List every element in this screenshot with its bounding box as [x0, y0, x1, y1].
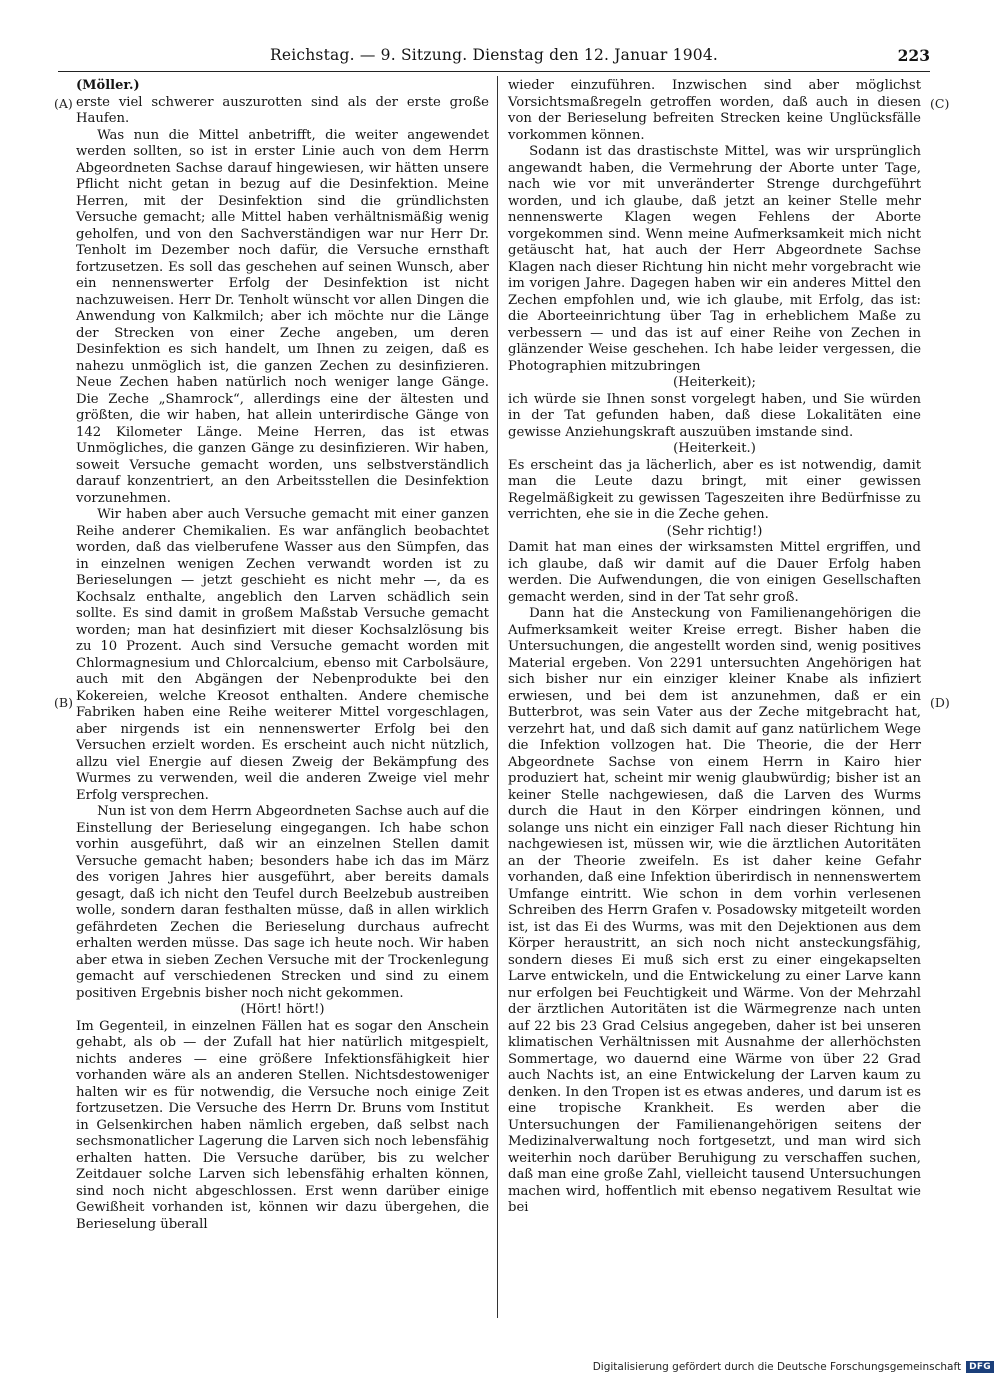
paragraph: Im Gegenteil, in einzelnen Fällen hat es sogar den Anschein gehabt, als ob — der Zufall hat hier natürlich mitgespielt, nichts anderes — eine größere Infektionsfähigkeit hier vorhanden wäre als an anderen Stellen. Nichtsdestoweniger halten wir es für notwendig, die Versuche noch einige Zeit fortzusetzen. Die Versuche des Herrn Dr. Bruns vom Institut in Gelsenkirchen haben nämlich ergeben, daß selbst nach sechsmonatlicher Lagerung die Larven sich noch lebensfähig erhalten hatten. Die Versuche darüber, bis zu welcher Zeitdauer solche Larven sich lebensfähig erhalten können, sind noch nicht abgeschlossen. Erst wenn darüber einige Gewißheit vorhanden ist, können wir dazu übergehen, die Berieselung überall [76, 1018, 489, 1232]
paragraph: wieder einzuführen. Inzwischen sind aber möglichst Vorsichtsmaßregeln getroffen worden, daß auch in diesen von der Berieselung befreiten Strecken keine Unglücksfälle vorkommen können. [508, 78, 921, 143]
header-rule [58, 71, 930, 72]
footer-credit: Digitalisierung gefördert durch die Deutsche Forschungsgemeinschaft [592, 1361, 962, 1373]
digitization-footer [593, 1361, 994, 1373]
margin-marker-a: (A) [54, 96, 73, 111]
page-header [58, 46, 930, 72]
paragraph: Damit hat man eines der wirksamsten Mittel ergriffen, und ich glaube, daß wir damit auf die Dauer Erfolg haben werden. Die Aufwendungen, die von einigen Gesellschaften gemacht werden, sind in der Tat sehr groß. [508, 540, 921, 605]
paragraph: Wir haben aber auch Versuche gemacht mit einer ganzen Reihe anderer Chemikalien. Es war anfänglich beobachtet worden, daß das vielberufene Wasser aus den Sümpfen, das in einzelnen wenigen Zechen verwandt worden ist zu Berieselungen — jetzt geschieht es nicht mehr —, da es Kochsalz enthalte, angeblich den Larven schädlich sein sollte. Es sind damit in großem Maßstab Versuche gemacht worden; man hat desinfiziert mit dieser Kochsalzlösung bis zu 10 Prozent. Auch sind Versuche gemacht worden mit Chlormagnesium und Chlorcalcium, ebenso mit Carbolsäure, auch mit den Abgängen der Nebenprodukte bei den Kokereien, welche Kreosot enthalten. Andere chemische Fabriken haben eine Reihe weiterer Mittel vorgeschlagen, aber nirgends ist ein nennenswerter Erfolg bei den Versuchen erzielt worden. Es erscheint auch nicht nützlich, allzu viel Energie auf diesen Zweig der Bekämpfung des Wurmes zu verwenden, weil die anderen Zweige viel mehr Erfolg versprechen. [76, 507, 489, 803]
interjection: (Heiterkeit.) [673, 441, 756, 456]
margin-marker-c: (C) [930, 96, 950, 111]
interjection: (Hört! hört!) [240, 1002, 325, 1017]
interjection: (Sehr richtig!) [666, 523, 763, 539]
paragraph: Was nun die Mittel anbetrifft, die weiter angewendet werden sollten, so ist in erster Linie auch von dem Herrn Abgeordneten Sachse darauf hingewiesen, wir hätten unsere Pflicht nicht getan in bezug auf die Desinfektion. Meine Herren, mit der Desinfektion sind die gründlichsten Versuche gemacht; alle Mittel haben verhältnismäßig wenig geholfen, und von den Sachverständigen war nur Herr Dr. Tenholt im Dezember noch dafür, die Versuche ernsthaft fortzusetzen. Es soll das geschehen auf seinen Wunsch, aber ein nennenswerter Erfolg der Desinfektion ist nicht nachzuweisen. Herr Dr. Tenholt wünscht vor allen Dingen die Anwendung von Kalkmilch; aber ich möchte nur die Länge der Strecken von einer Zeche angeben, um deren Desinfektion es sich handelt, um Ihnen zu zeigen, daß es nahezu unmöglich ist, die ganzen Zechen zu desinfizieren. Neue Zechen haben natürlich noch weniger lange Gänge. Die Zeche „Shamrock“, allerdings eine der ältesten und größten, die wir haben, hat allein unterirdische Gänge von 142 Kilometer Länge. Meine Herren, das ist etwas Unmögliches, die ganzen Gänge zu desinfizieren. Wir haben, soweit Versuche gemacht worden, uns selbstverständlich darauf konzentriert, an den Arbeitsstellen die Desinfektion vorzunehmen. [76, 127, 489, 506]
paragraph: Es erscheint das ja lächerlich, aber es ist notwendig, damit man die Leute dazu bringt, mit einer gewissen Regelmäßigkeit zu gewissen Tageszeiten ihre Bedürfnisse zu verrichten, ehe sie in die Zeche gehen. [508, 457, 921, 522]
paragraph: Sodann ist das drastischste Mittel, was wir ursprünglich angewandt haben, die Vermehrung der Aborte unter Tage, nach wie vor mit unveränderter Strenge durchgeführt worden, und ich glaube, daß jetzt an keiner Stelle mehr nennenswerte Klagen wegen Fehlens der Aborte vorgekommen sind. Wenn meine Aufmerksamkeit mich nicht getäuscht hat, hat auch der Herr Abgeordnete Sachse Klagen nach dieser Richtung hin nicht mehr vorgebracht wie im vorigen Jahre. Dagegen haben wir ein anderes Mittel den Zechen empfohlen und, wie ich glaube, mit Erfolg, das ist: die Aborteeinrichtung über Tag in erheblichem Maße zu verbessern — und das ist auf einer Reihe von Zechen in glänzender Weise geschehen. Ich habe leider vergessen, die Photographien mitzubringen [508, 144, 921, 374]
column-divider [497, 76, 498, 1318]
margin-marker-d: (D) [930, 695, 950, 710]
dfg-logo: DFG [966, 1361, 994, 1373]
right-column [508, 78, 921, 1217]
left-column [76, 78, 489, 1233]
paragraph: Dann hat die Ansteckung von Familienangehörigen die Aufmerksamkeit weiter Kreise erregt. Bisher haben die Untersuchungen, die angestellt worden sind, wenig positives Material ergeben. Von 2291 untersuchten Angehörigen hat sich bisher nur ein einziger kleiner Knabe als infiziert erwiesen, und bei dem ist anzunehmen, daß er ein Butterbrot, was sein Vater aus der Zeche mitgebracht hat, verzehrt hat, und daß sich damit auf ganz natürlichem Wege die Infektion vollzogen hat. Die Theorie, die der Herr Abgeordnete Sachse von einem Herrn in Kairo hier produziert hat, scheint mir wenig glaubwürdig; bisher ist an keiner Stelle nachgewiesen, daß die Larven des Wurms durch die Haut in den Körper eindringen können, und solange uns nicht ein einziger Fall nach dieser Richtung hin nachgewiesen ist, müssen wir, wie die ärztlichen Autoritäten an der Theorie zweifeln. Es ist daher keine Gefahr vorhanden, daß eine Infektion überirdisch in nennenswertem Umfange eintritt. Wie schon in dem vorhin verlesenen Schreiben des Herrn Grafen v. Posadowsky mitgeteilt worden ist, ist das Ei des Wurms, was mit den Dejektionen aus dem Körper heraustritt, an sich noch nicht ansteckungsfähig, sondern dieses Ei muß sich erst zu einer eingekapselten Larve entwickeln, und die Entwickelung zu einer Larve kann nur erfolgen bei Feuchtigkeit und Wärme. Von der Mehrzahl der ärztlichen Autoritäten ist die Wärmegrenze nach unten auf 22 bis 23 Grad Celsius angegeben, daher ist bei unseren klimatischen Verhältnissen mit Ausnahme der allerhöchsten Sommertage, wo dauernd eine Wärme von über 22 Grad auch Nachts ist, an eine Entwickelung der Larven kaum zu denken. In den Tropen ist es etwas anderes, und darum ist es eine tropische Krankheit. Es werden aber die Untersuchungen der Familienangehörigen seitens der Medizinalverwaltung noch fortgesetzt, und man wird sich weiterhin noch darüber Beruhigung zu verschaffen suchen, daß man eine große Zahl, vielleicht tausend Untersuchungen machen wird, hoffentlich mit ebenso negativem Resultat wie bei [508, 606, 921, 1215]
paragraph: Nun ist von dem Herrn Abgeordneten Sachse auch auf die Einstellung der Berieselung eingegangen. Ich habe schon vorhin ausgeführt, daß wir an einzelnen Stellen damit Versuche gemacht haben; besonders habe ich das im März des vorigen Jahres hier ausgeführt, aber bereits damals gesagt, daß ich nicht den Teufel durch Beelzebub austreiben wolle, sondern daran festhalten müsse, daß in allen wirklich gefährdeten Zechen die Berieselung durchaus aufrecht erhalten werden müsse. Das sage ich heute noch. Wir haben aber etwa in sieben Zechen Versuche mit der Trockenlegung gemacht auf verschiedenen Strecken und sind zu einem positiven Ergebnis bisher noch nicht gekommen. [76, 804, 489, 1001]
paragraph: erste viel schwerer auszurotten sind als der erste große Haufen. [76, 94, 489, 126]
paragraph: ich würde sie Ihnen sonst vorgelegt haben, und Sie würden in der Tat gefunden haben, daß diese Lokalitäten eine gewisse Anziehungskraft auszuüben imstande sind. [508, 391, 921, 440]
margin-marker-b: (B) [54, 695, 73, 710]
interjection: (Heiterkeit); [673, 375, 756, 390]
header-title: Reichstag. — 9. Sitzung. Dienstag den 12. Januar 1904. [269, 46, 719, 64]
page-number: 223 [897, 46, 930, 65]
speaker-name: (Möller.) [76, 78, 140, 93]
